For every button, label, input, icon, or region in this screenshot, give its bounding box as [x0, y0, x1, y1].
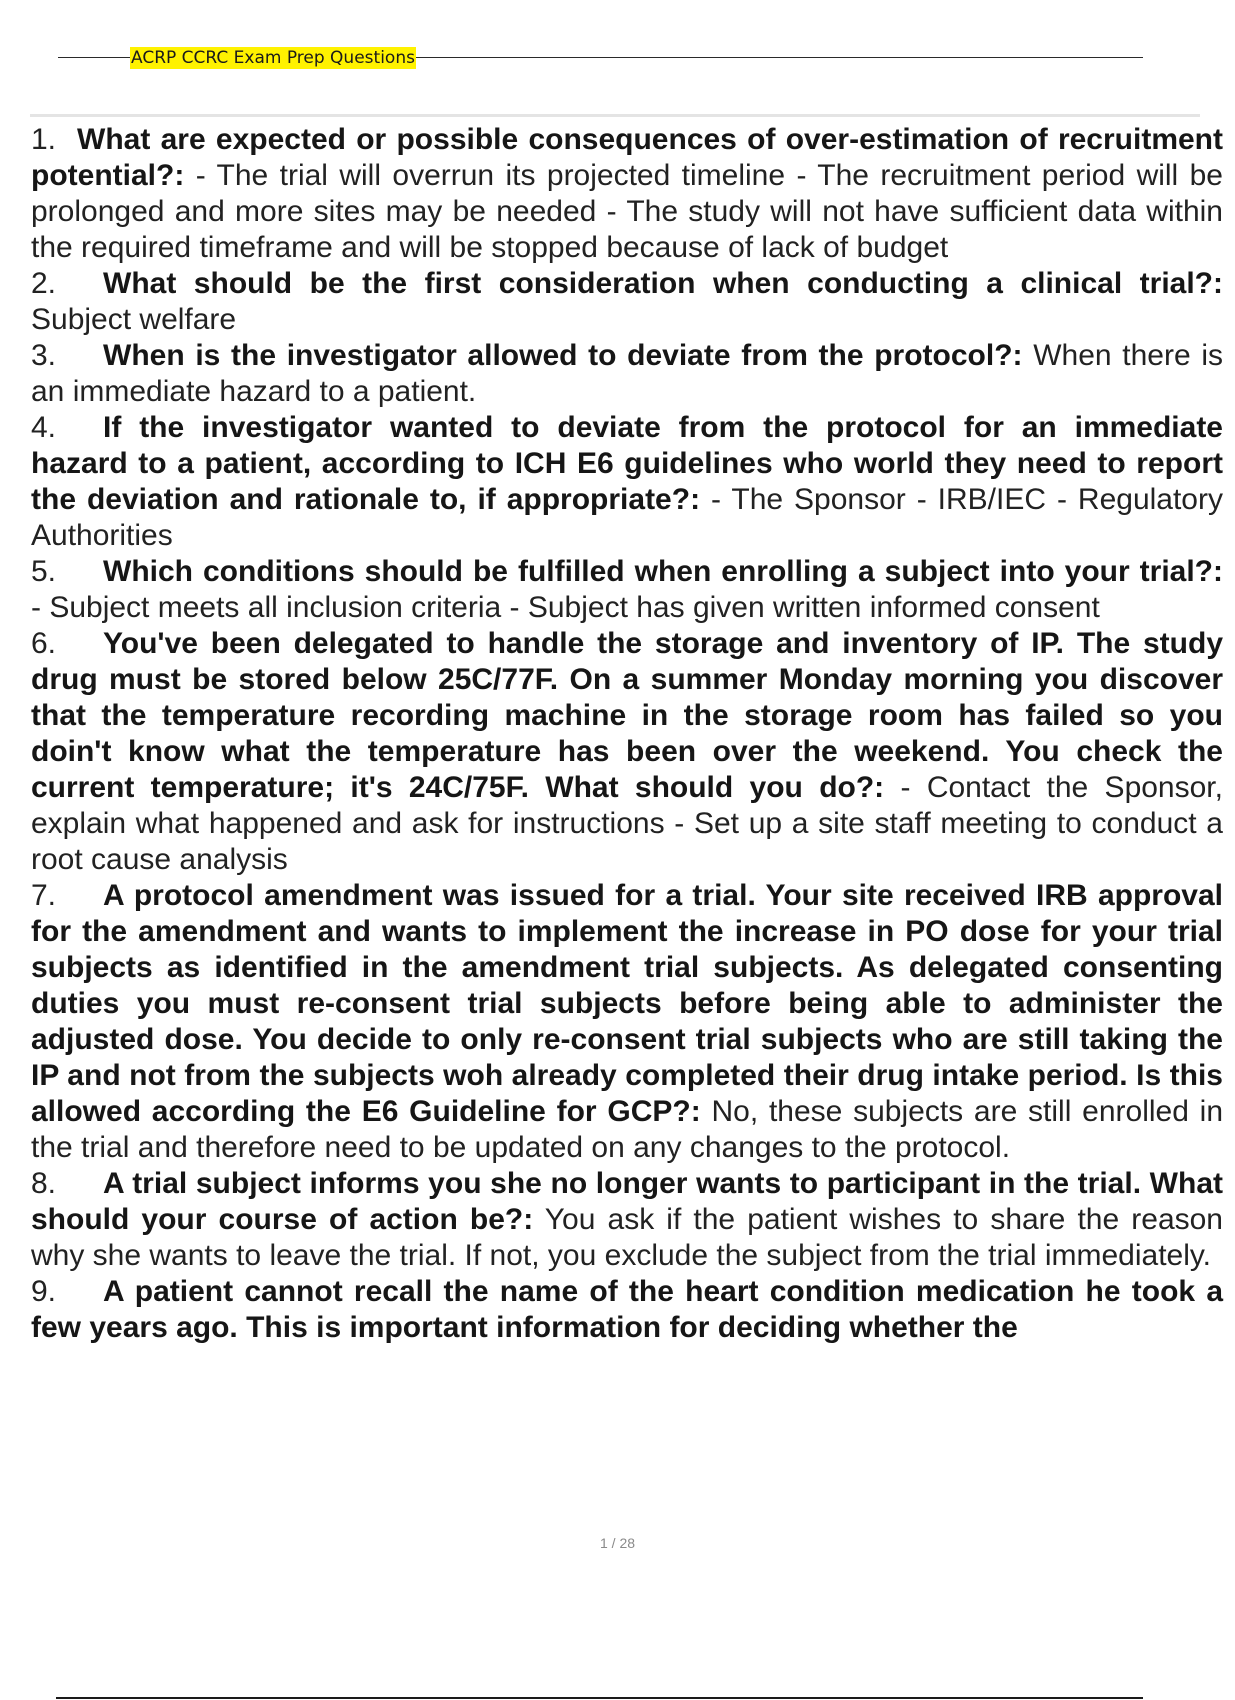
answer-text: - The Sponsor - IRB/IEC - Regulatory Authorities — [31, 483, 1223, 552]
page-indicator: 1 / 28 — [599, 1535, 636, 1551]
question-number: 5. — [31, 555, 57, 588]
question-item — [31, 626, 1223, 878]
answer-text: You ask if the patient wishes to share the reason why she wants to leave the trial. If not, you exclude the subject from the trial immediately. — [31, 1203, 1223, 1272]
question-text: A patient cannot recall the name of the heart condition medication he took a few years ago. This is important information for deciding whether the — [31, 1275, 1223, 1344]
answer-text: No, these subjects are still enrolled in the trial and therefore need to be updated on any changes to the protocol. — [31, 1095, 1224, 1164]
question-number: 1. — [31, 123, 57, 156]
question-text: You've been delegated to handle the storage and inventory of IP. The study drug must be stored below 25C/77F. On a summer Monday morning you discover that the temperature recording machine in the storage room has failed so you doin't know what the temperature has been over the weekend. You check the current temperature; it's 24C/75F. What should you do?: — [31, 627, 1223, 804]
question-item — [31, 266, 1223, 338]
document-header-title: ACRP CCRC Exam Prep Questions — [131, 48, 415, 68]
question-text: When is the investigator allowed to deviate from the protocol?: — [103, 339, 1023, 372]
question-text: Which conditions should be fulfilled when enrolling a subject into your trial?: — [103, 555, 1223, 588]
question-text: A trial subject informs you she no longer wants to participant in the trial. What should your course of action be?: — [31, 1167, 1223, 1236]
answer-text: - The trial will overrun its projected timeline - The recruitment period will be prolonged and more sites may be needed - The study will not have sufficient data within the required timeframe and will be stopped because of lack of budget — [31, 159, 1223, 264]
question-number: 6. — [31, 627, 57, 660]
question-text: What are expected or possible consequences of over-estimation of recruitment potential?: — [31, 123, 1223, 192]
question-item — [31, 1274, 1223, 1346]
question-item — [31, 1166, 1223, 1274]
answer-text: When there is an immediate hazard to a patient. — [31, 339, 1223, 408]
answer-text: - Subject meets all inclusion criteria - Subject has given written informed consent — [31, 591, 1100, 624]
content-divider — [30, 114, 1200, 117]
question-number: 2. — [31, 267, 57, 300]
question-text: What should be the first consideration when conducting a clinical trial?: — [103, 267, 1223, 300]
question-item — [31, 410, 1223, 554]
question-list — [31, 122, 1223, 1346]
question-number: 4. — [31, 411, 57, 444]
question-number: 3. — [31, 339, 57, 372]
question-text: If the investigator wanted to deviate from the protocol for an immediate hazard to a patient, according to ICH E6 guidelines who world they need to report the deviation and rationale to, if appropriate?: — [31, 411, 1223, 516]
question-text: A protocol amendment was issued for a trial. Your site received IRB approval for the amendment and wants to implement the increase in PO dose for your trial subjects as identified in the amendment trial subjects. As delegated consenting duties you must re-consent trial subjects before being able to administer the adjusted dose. You decide to only re-consent trial subjects who are still taking the IP and not from the subjects woh already completed their drug intake period. Is this allowed according the E6 Guideline for GCP?: — [31, 879, 1223, 1128]
footer-rule — [56, 1697, 1143, 1699]
question-number: 8. — [31, 1167, 57, 1200]
question-item — [31, 122, 1223, 266]
question-number: 7. — [31, 879, 57, 912]
question-item — [31, 338, 1223, 410]
answer-text: Subject welfare — [31, 303, 237, 336]
question-item — [31, 554, 1223, 626]
answer-text: - Contact the Sponsor, explain what happened and ask for instructions - Set up a site staff meeting to conduct a root cause analysis — [31, 771, 1223, 876]
question-item — [31, 878, 1223, 1166]
question-number: 9. — [31, 1275, 57, 1308]
